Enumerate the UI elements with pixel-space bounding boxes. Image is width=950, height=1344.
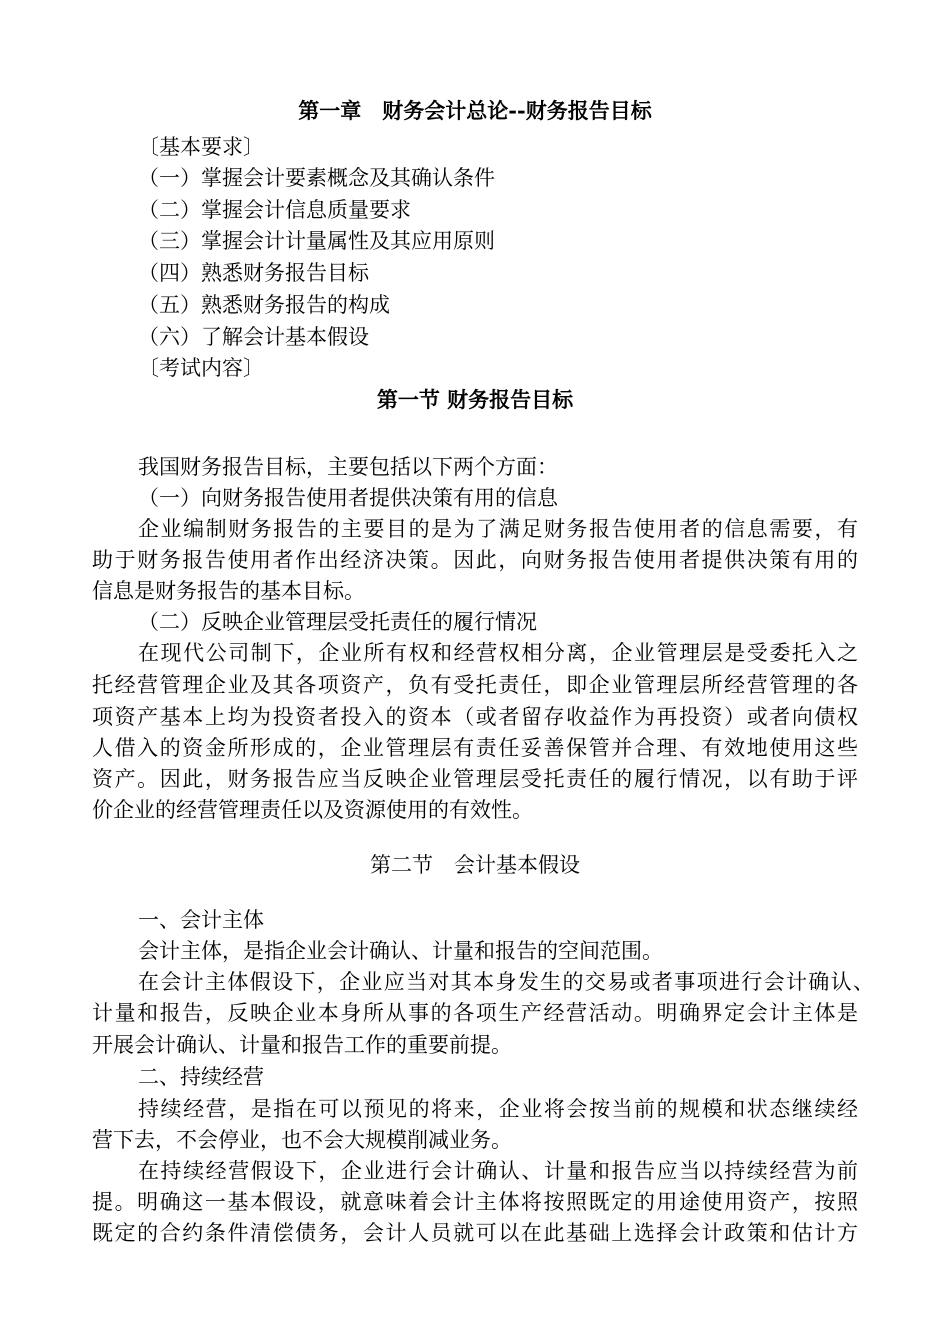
paragraph-line: 项资产基本上均为投资者投入的资本（或者留存收益作为再投资）或者向债权 <box>92 705 858 729</box>
paragraph-line: 在现代公司制下，企业所有权和经营权相分离，企业管理层是受委托入之 <box>138 641 858 665</box>
section1-intro: 我国财务报告目标，主要包括以下两个方面： <box>138 455 558 479</box>
exam-content-header: 〔考试内容〕 <box>138 356 264 380</box>
requirement-item: （四）熟悉财务报告目标 <box>138 261 369 285</box>
paragraph-line: 企业编制财务报告的主要目的是为了满足财务报告使用者的信息需要，有 <box>138 517 858 541</box>
paragraph-line: 人借入的资金所形成的，企业管理层有责任妥善保管并合理、有效地使用这些 <box>92 736 858 760</box>
requirement-item: （六）了解会计基本假设 <box>138 325 369 349</box>
paragraph-line: 信息是财务报告的基本目标。 <box>92 579 365 603</box>
paragraph-line: 托经营管理企业及其各项资产，负有受托责任，即企业管理层所经营管理的各 <box>92 673 858 697</box>
section1-point1: （一）向财务报告使用者提供决策有用的信息 <box>138 486 558 510</box>
section2-sub1: 一、会计主体 <box>138 908 264 932</box>
section2-title: 第二节 会计基本假设 <box>370 853 580 877</box>
paragraph-line: 营下去，不会停业，也不会大规模削减业务。 <box>92 1128 512 1152</box>
section1-title: 第一节 财务报告目标 <box>376 387 574 412</box>
paragraph-line: 计量和报告，反映企业本身所从事的各项生产经营活动。明确界定会计主体是 <box>92 1001 858 1025</box>
basic-requirements-header: 〔基本要求〕 <box>138 135 264 159</box>
paragraph-line: 会计主体，是指企业会计确认、计量和报告的空间范围。 <box>138 939 663 963</box>
paragraph-line: 助于财务报告使用者作出经济决策。因此，向财务报告使用者提供决策有用的 <box>92 548 858 572</box>
section1-point2: （二）反映企业管理层受托责任的履行情况 <box>138 610 537 634</box>
requirement-item: （一）掌握会计要素概念及其确认条件 <box>138 166 495 190</box>
paragraph-line: 资产。因此，财务报告应当反映企业管理层受托责任的履行情况，以有助于评 <box>92 767 858 791</box>
chapter-title: 第一章 财务会计总论--财务报告目标 <box>298 98 652 123</box>
paragraph-line: 价企业的经营管理责任以及资源使用的有效性。 <box>92 798 533 822</box>
requirement-item: （二）掌握会计信息质量要求 <box>138 198 411 222</box>
paragraph-line: 既定的合约条件清偿债务，会计人员就可以在此基础上选择会计政策和估计方 <box>92 1221 858 1245</box>
paragraph-line: 持续经营，是指在可以预见的将来，企业将会按当前的规模和状态继续经 <box>138 1097 858 1121</box>
paragraph-line: 在持续经营假设下，企业进行会计确认、计量和报告应当以持续经营为前 <box>138 1159 858 1183</box>
paragraph-line: 开展会计确认、计量和报告工作的重要前提。 <box>92 1033 512 1057</box>
paragraph-line: 在会计主体假设下，企业应当对其本身发生的交易或者事项进行会计确认、 <box>138 970 874 994</box>
requirement-item: （五）熟悉财务报告的构成 <box>138 293 390 317</box>
requirement-item: （三）掌握会计计量属性及其应用原则 <box>138 229 495 253</box>
paragraph-line: 提。明确这一基本假设，就意味着会计主体将按照既定的用途使用资产，按照 <box>92 1190 858 1214</box>
section2-sub2: 二、持续经营 <box>138 1065 264 1089</box>
